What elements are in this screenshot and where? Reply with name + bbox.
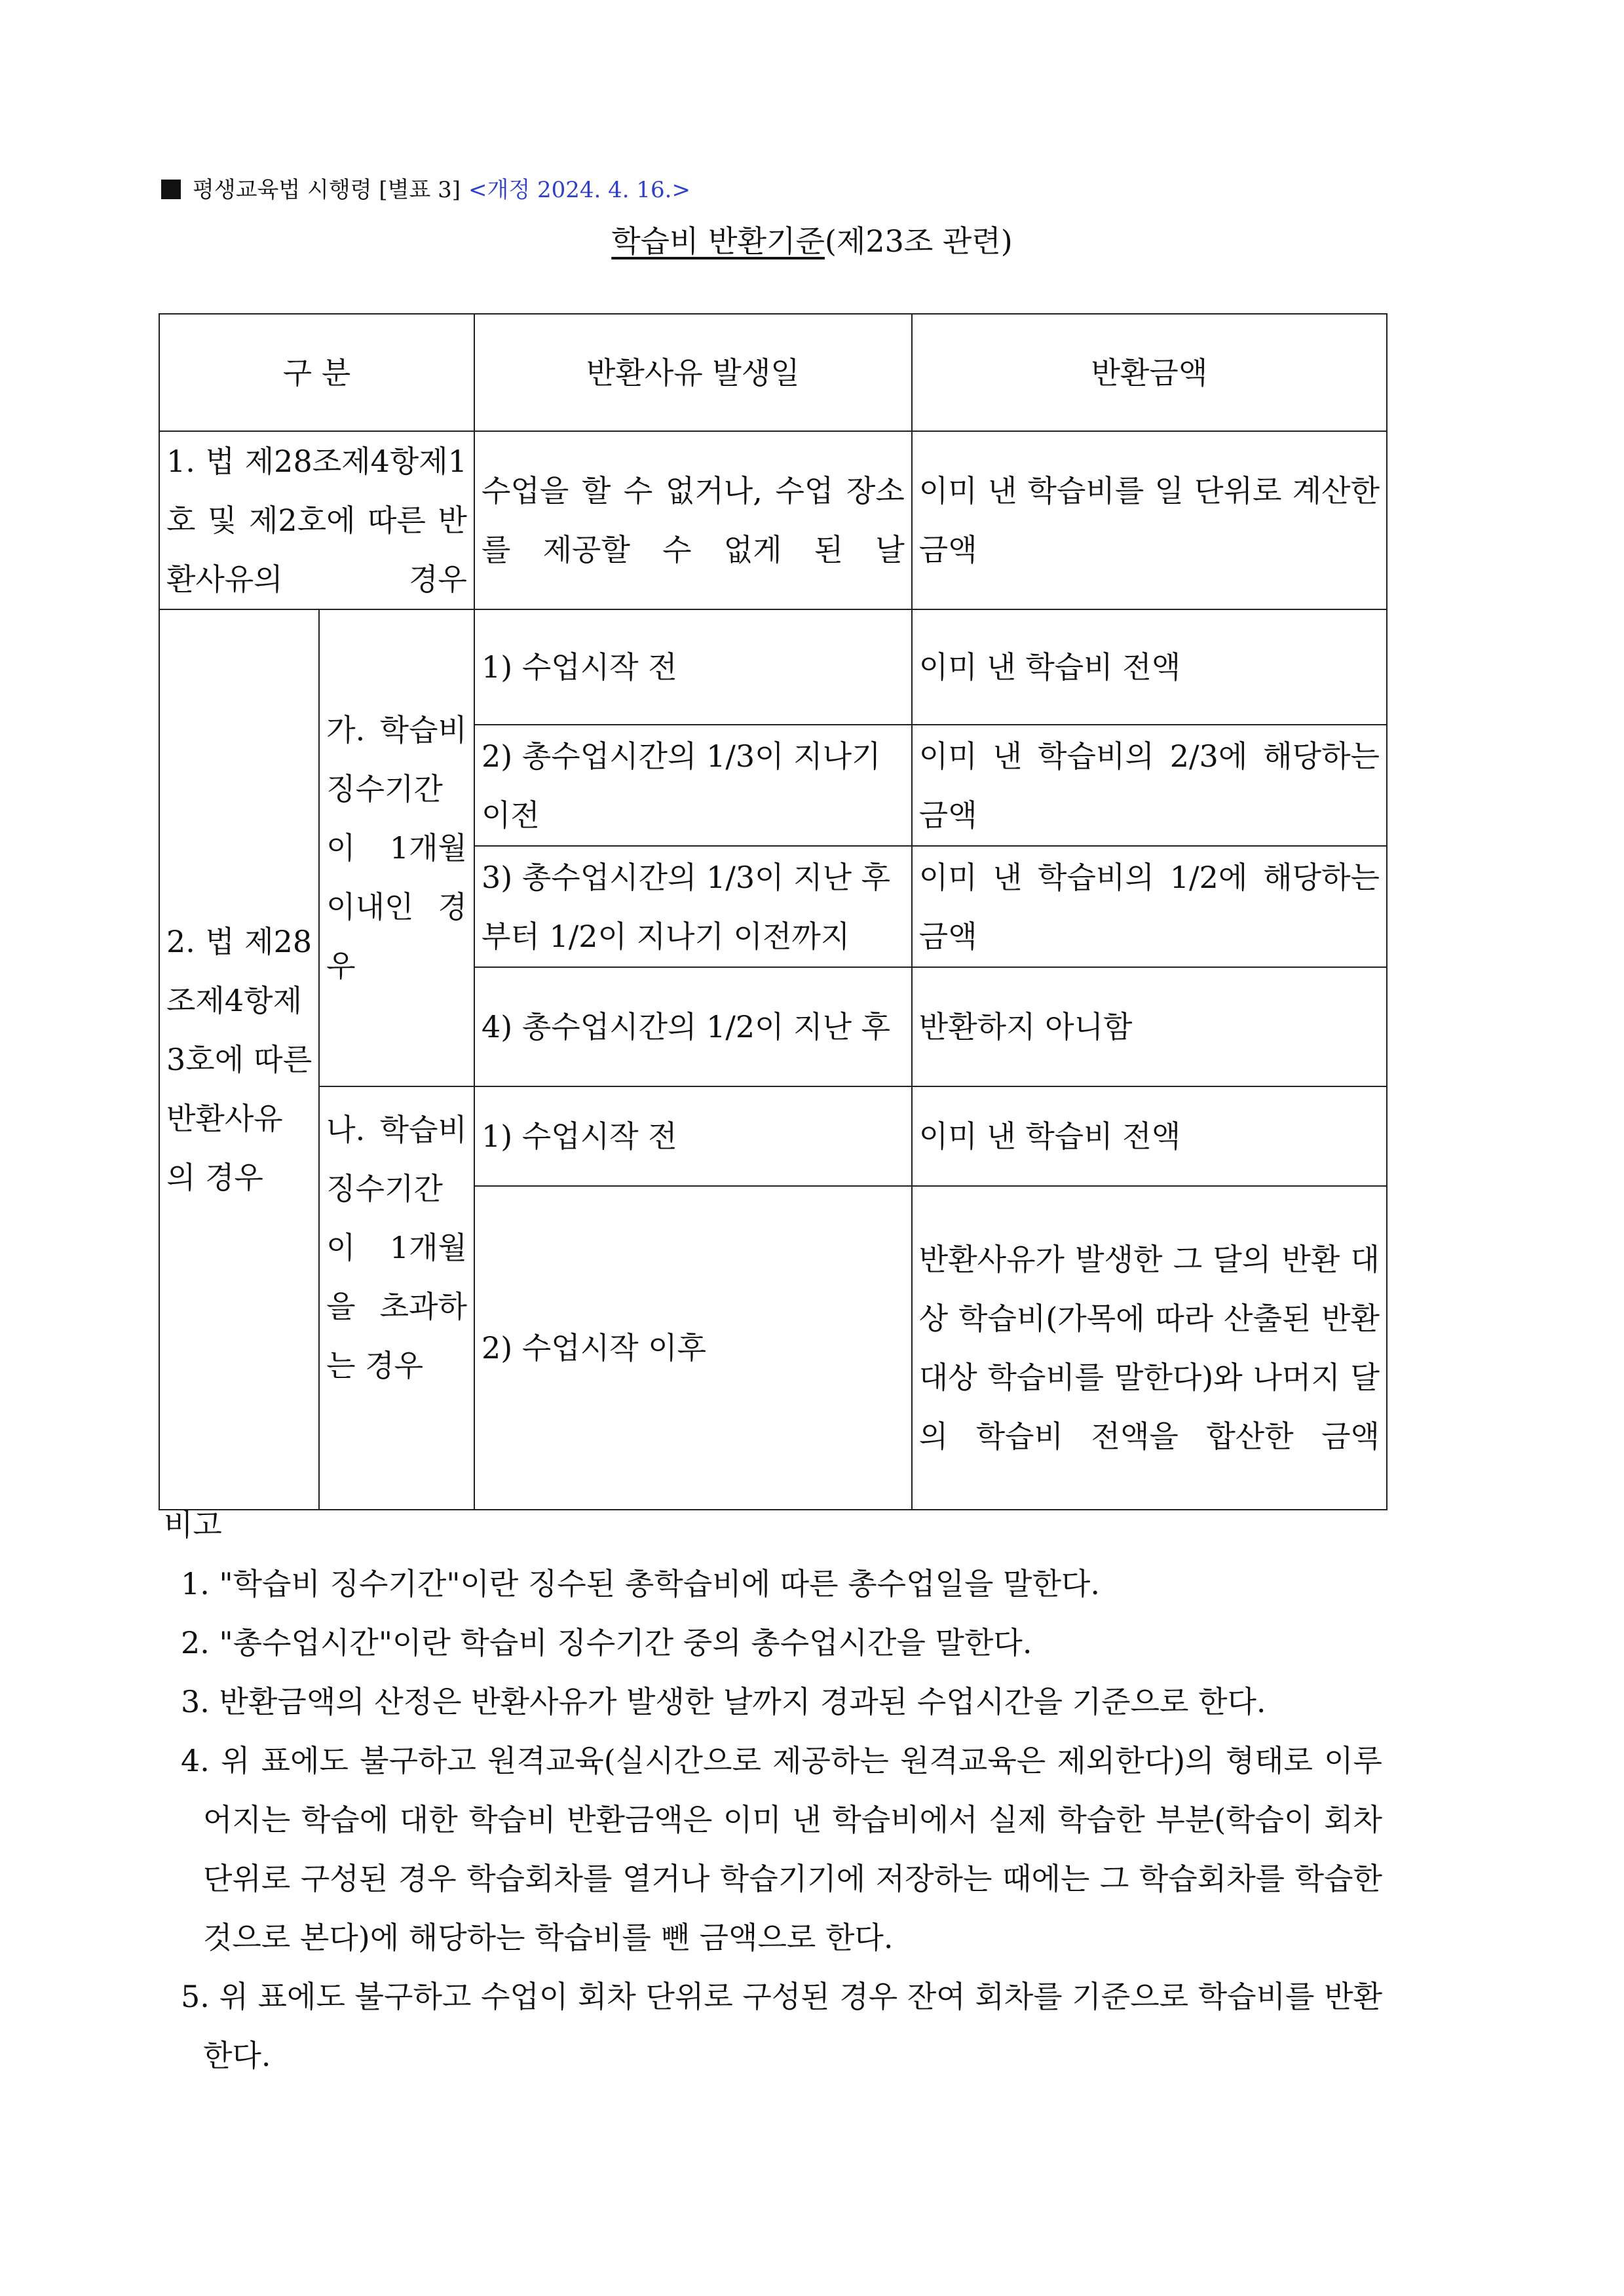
header-category: 구 분 bbox=[159, 314, 474, 431]
sub-b-amount-1: 이미 낸 학습비 전액 bbox=[912, 1086, 1387, 1186]
sub-a-date-2: 2) 총수업시간의 1/3이 지나기 이전 bbox=[474, 725, 912, 846]
table-row bbox=[159, 431, 1387, 609]
table-row bbox=[159, 609, 1387, 725]
document-header bbox=[161, 176, 690, 204]
table-header-row bbox=[159, 314, 1387, 431]
row2-category: 2. 법 제28조제4항제3호에 따른 반환사유의 경우 bbox=[159, 609, 319, 1510]
refund-table bbox=[159, 313, 1388, 1510]
sub-a-amount-4: 반환하지 아니함 bbox=[912, 967, 1387, 1086]
row1-date: 수업을 할 수 없거나, 수업 장소를 제공할 수 없게 된 날 bbox=[474, 431, 912, 609]
sub-a-amount-1: 이미 낸 학습비 전액 bbox=[912, 609, 1387, 725]
black-square-icon bbox=[161, 180, 181, 199]
sub-b-amount-2: 반환사유가 발생한 그 달의 반환 대상 학습비(가목에 따라 산출된 반환 대상 학습비를 말한다)와 나머지 달의 학습비 전액을 합산한 금액 bbox=[912, 1186, 1387, 1510]
note-item: 2. "총수업시간"이란 학습비 징수기간 중의 총수업시간을 말한다. bbox=[181, 1625, 1032, 1660]
amendment-date: <개정 2024. 4. 16.> bbox=[468, 177, 690, 203]
sub-b-label: 나. 학습비 징수기간이 1개월을 초과하는 경우 bbox=[319, 1086, 474, 1510]
note-item: 5. 위 표에도 불구하고 수업이 회차 단위로 구성된 경우 잔여 회차를 기준으로 학습비를 반환한다. bbox=[181, 1979, 1382, 2073]
note-item: 4. 위 표에도 불구하고 원격교육(실시간으로 제공하는 원격교육은 제외한다)의 형태로 이루어지는 학습에 대한 학습비 반환금액은 이미 낸 학습비에서 실제 학습한 부분(학습이 회차 단위로 구성된 경우 학습회차를 열거나 학습기기에 저장하는 때에는 그 학습회차를 학습한 것으로 본다)에 해당하는 학습비를 뺀 금액으로 한다. bbox=[181, 1743, 1382, 1955]
sub-a-date-3: 3) 총수업시간의 1/3이 지난 후부터 1/2이 지나기 이전까지 bbox=[474, 846, 912, 967]
sub-a-label: 가. 학습비 징수기간이 1개월 이내인 경우 bbox=[319, 609, 474, 1086]
law-reference: 평생교육법 시행령 [별표 3] bbox=[193, 177, 461, 203]
notes-heading: 비고 bbox=[164, 1507, 222, 1542]
sub-a-amount-3: 이미 낸 학습비의 1/2에 해당하는 금액 bbox=[912, 846, 1387, 967]
title-main: 학습비 반환기준 bbox=[611, 223, 825, 259]
page-title bbox=[0, 221, 1624, 261]
sub-a-date-1: 1) 수업시작 전 bbox=[474, 609, 912, 725]
notes-section bbox=[164, 1495, 1382, 2085]
note-item: 1. "학습비 징수기간"이란 징수된 총학습비에 따른 총수업일을 말한다. bbox=[181, 1566, 1100, 1601]
sub-a-amount-2: 이미 낸 학습비의 2/3에 해당하는 금액 bbox=[912, 725, 1387, 846]
table-row bbox=[159, 1086, 1387, 1186]
note-item: 3. 반환금액의 산정은 반환사유가 발생한 날까지 경과된 수업시간을 기준으로 한다. bbox=[181, 1684, 1266, 1719]
header-amount: 반환금액 bbox=[912, 314, 1387, 431]
row1-category: 1. 법 제28조제4항제1호 및 제2호에 따른 반환사유의 경우 bbox=[159, 431, 474, 609]
sub-b-date-2: 2) 수업시작 이후 bbox=[474, 1186, 912, 1510]
sub-b-date-1: 1) 수업시작 전 bbox=[474, 1086, 912, 1186]
sub-a-date-4: 4) 총수업시간의 1/2이 지난 후 bbox=[474, 967, 912, 1086]
header-date: 반환사유 발생일 bbox=[474, 314, 912, 431]
title-sub: (제23조 관련) bbox=[824, 223, 1013, 259]
row1-amount: 이미 낸 학습비를 일 단위로 계산한 금액 bbox=[912, 431, 1387, 609]
